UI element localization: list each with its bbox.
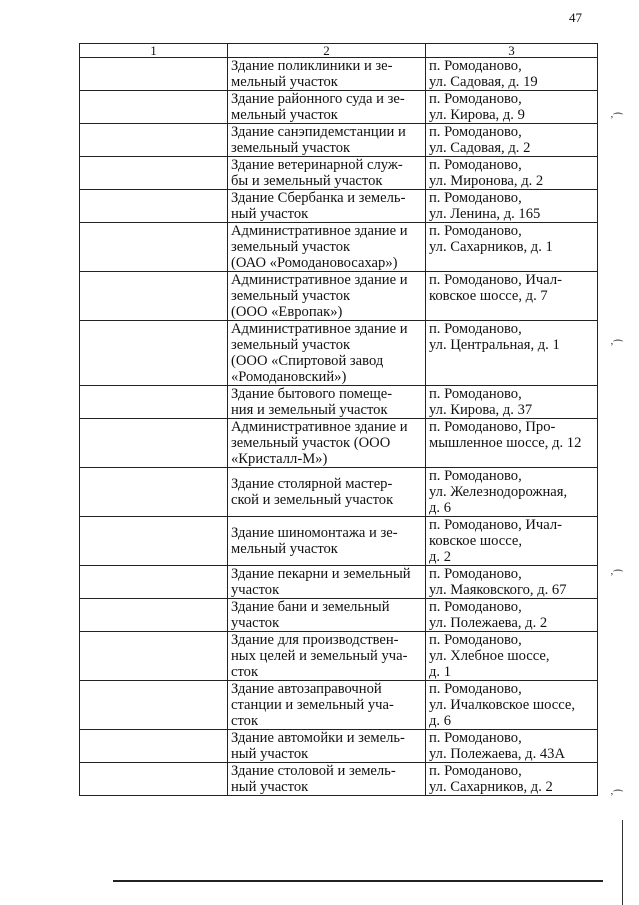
row-number-cell — [80, 632, 228, 681]
address-cell: п. Ромоданово, ул. Кирова, д. 9 — [426, 91, 598, 124]
object-cell: Здание поликлиники и зе- мельный участок — [228, 58, 426, 91]
address-cell: п. Ромоданово, ул. Сахарников, д. 1 — [426, 223, 598, 272]
address-cell: п. Ромоданово, Про- мышленное шоссе, д. 12 — [426, 419, 598, 468]
page-number: 47 — [569, 10, 582, 25]
object-cell: Здание шиномонтажа и зе- мельный участок — [228, 517, 426, 566]
row-number-cell — [80, 468, 228, 517]
object-cell: Административное здание и земельный участок (ООО «Спиртовой завод «Ромодановский») — [228, 321, 426, 386]
row-number-cell — [80, 517, 228, 566]
row-number-cell — [80, 321, 228, 386]
address-cell: п. Ромоданово, ул. Садовая, д. 19 — [426, 58, 598, 91]
object-cell: Здание пекарни и земельный участок — [228, 566, 426, 599]
table-row — [80, 599, 598, 632]
row-number-cell — [80, 157, 228, 190]
table-row — [80, 272, 598, 321]
table-row — [80, 632, 598, 681]
address-cell: п. Ромоданово, ул. Ленина, д. 165 — [426, 190, 598, 223]
address-cell: п. Ромоданово, ул. Маяковского, д. 67 — [426, 566, 598, 599]
table-header-row — [80, 44, 598, 58]
table-row — [80, 321, 598, 386]
object-cell: Здание автозаправочной станции и земельный уча- сток — [228, 681, 426, 730]
address-cell: п. Ромоданово, ул. Железнодорожная, д. 6 — [426, 468, 598, 517]
table-row — [80, 58, 598, 91]
object-cell: Здание бани и земельный участок — [228, 599, 426, 632]
row-number-cell — [80, 599, 228, 632]
address-cell: п. Ромоданово, ул. Полежаева, д. 2 — [426, 599, 598, 632]
table-row — [80, 517, 598, 566]
row-number-cell — [80, 190, 228, 223]
address-cell: п. Ромоданово, ул. Садовая, д. 2 — [426, 124, 598, 157]
address-cell: п. Ромоданово, Ичал- ковское шоссе, д. 7 — [426, 272, 598, 321]
table-row — [80, 419, 598, 468]
object-cell: Здание Сбербанка и земель- ный участок — [228, 190, 426, 223]
object-cell: Здание санэпидемстанции и земельный участок — [228, 124, 426, 157]
margin-mark: ʼ⁀ — [610, 341, 623, 353]
object-cell: Здание бытового помеще- ния и земельный участок — [228, 386, 426, 419]
table-row — [80, 91, 598, 124]
object-cell: Административное здание и земельный участок (ООО «Европак») — [228, 272, 426, 321]
address-cell: п. Ромоданово, Ичал- ковское шоссе, д. 2 — [426, 517, 598, 566]
table-row — [80, 681, 598, 730]
objects-table — [79, 43, 598, 796]
table-row — [80, 124, 598, 157]
row-number-cell — [80, 223, 228, 272]
table-row — [80, 386, 598, 419]
address-cell: п. Ромоданово, ул. Полежаева, д. 43А — [426, 730, 598, 763]
table-row — [80, 763, 598, 796]
row-number-cell — [80, 566, 228, 599]
row-number-cell — [80, 681, 228, 730]
address-cell: п. Ромоданово, ул. Миронова, д. 2 — [426, 157, 598, 190]
address-cell: п. Ромоданово, ул. Хлебное шоссе, д. 1 — [426, 632, 598, 681]
object-cell: Административное здание и земельный участок (ОАО «Ромодановосахар») — [228, 223, 426, 272]
object-cell: Здание столярной мастер- ской и земельный участок — [228, 468, 426, 517]
object-cell: Здание для производствен- ных целей и земельный уча- сток — [228, 632, 426, 681]
address-cell: п. Ромоданово, ул. Ичалковское шоссе, д. 6 — [426, 681, 598, 730]
address-cell: п. Ромоданово, ул. Кирова, д. 37 — [426, 386, 598, 419]
row-number-cell — [80, 272, 228, 321]
object-cell: Здание ветеринарной служ- бы и земельный участок — [228, 157, 426, 190]
margin-mark: ʼ⁀ — [610, 571, 623, 583]
column-header-2: 2 — [228, 44, 426, 58]
row-number-cell — [80, 91, 228, 124]
object-cell: Здание столовой и земель- ный участок — [228, 763, 426, 796]
margin-mark: ʼ⁀ — [610, 791, 623, 803]
address-cell: п. Ромоданово, ул. Центральная, д. 1 — [426, 321, 598, 386]
column-header-1: 1 — [80, 44, 228, 58]
table-row — [80, 157, 598, 190]
row-number-cell — [80, 730, 228, 763]
margin-mark: ʼ⁀ — [610, 114, 623, 126]
column-header-3: 3 — [426, 44, 598, 58]
row-number-cell — [80, 386, 228, 419]
row-number-cell — [80, 58, 228, 91]
row-number-cell — [80, 763, 228, 796]
table-row — [80, 468, 598, 517]
table-row — [80, 190, 598, 223]
row-number-cell — [80, 419, 228, 468]
address-cell: п. Ромоданово, ул. Сахарников, д. 2 — [426, 763, 598, 796]
table-row — [80, 223, 598, 272]
footer-rule — [113, 880, 603, 882]
table-row — [80, 730, 598, 763]
object-cell: Здание районного суда и зе- мельный участок — [228, 91, 426, 124]
table-row — [80, 566, 598, 599]
object-cell: Административное здание и земельный участок (ООО «Кристалл-М») — [228, 419, 426, 468]
row-number-cell — [80, 124, 228, 157]
object-cell: Здание автомойки и земель- ный участок — [228, 730, 426, 763]
side-rule — [622, 820, 623, 905]
